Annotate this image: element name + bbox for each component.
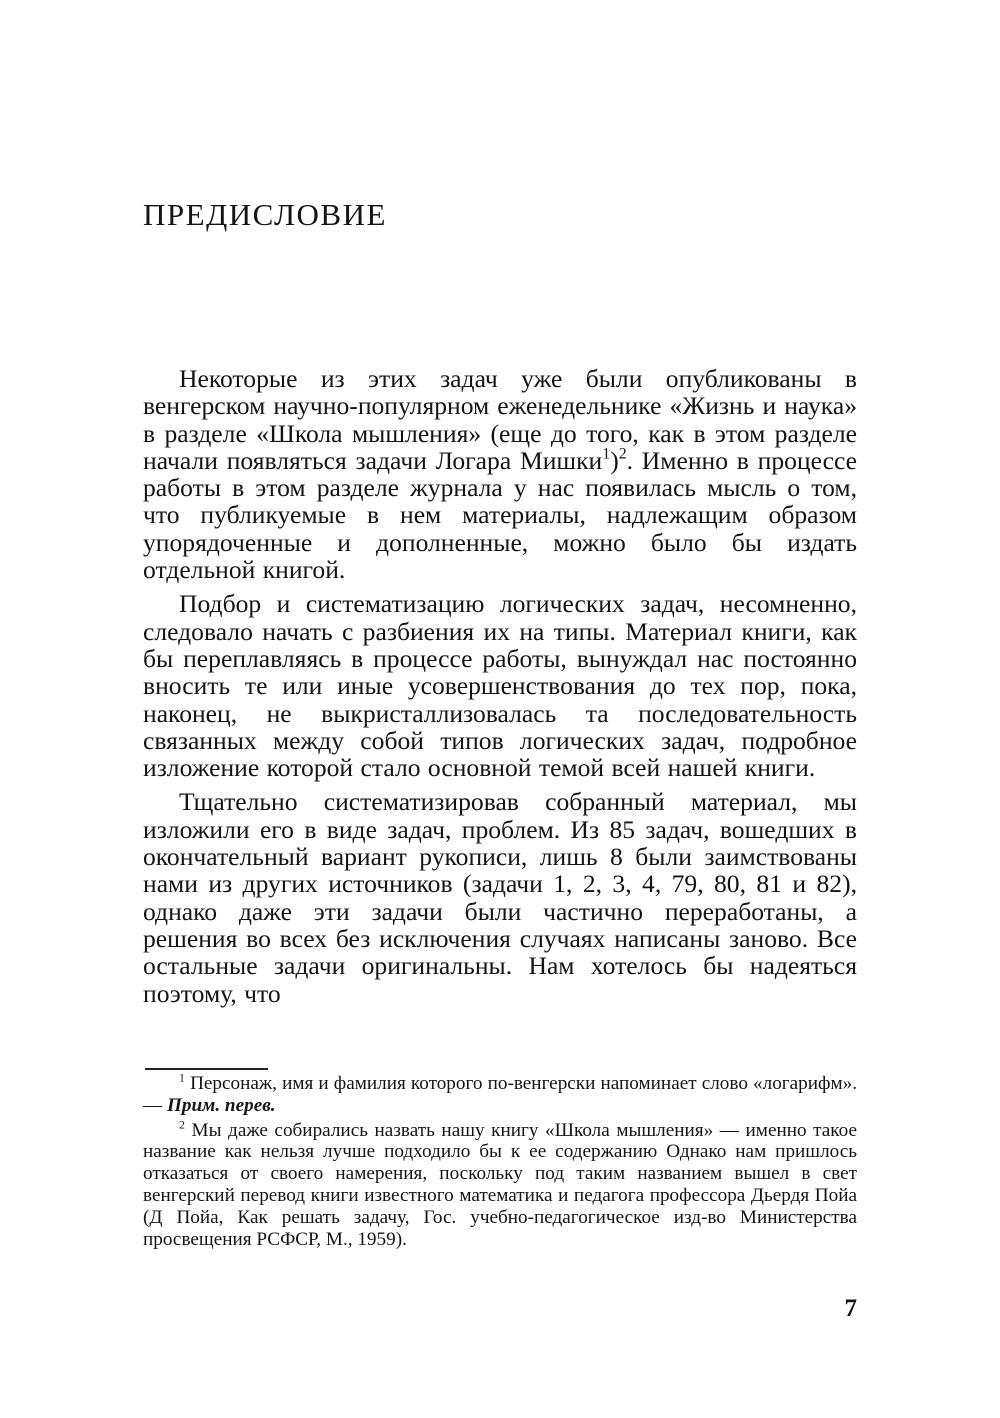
paragraph-1-text: Некоторые из этих задач уже были опубликованы в венгерском научно-популярном еженедельнике «Жизнь и наука» в разделе «Школа мышления» (еще до того, как в этом разделе начали появляться задачи Логара Мишки: [143, 364, 857, 475]
main-text: [143, 365, 857, 1007]
footnote-1-marker: 1: [179, 1070, 185, 1085]
footnote-1-text: Персонаж, имя и фамилия которого по-венгерски напоминает слово «логарифм». —: [143, 1073, 857, 1116]
footnote-ref-2: 2: [618, 445, 627, 463]
paragraph-1: Некоторые из этих задач уже были опубликованы в венгерском научно-популярном еженедельнике «Жизнь и наука» в разделе «Школа мышления» (еще до того, как в этом разделе начали появляться задачи Логара Мишки$^1$)$^2$. Именно в процессе работы в этом разделе журнала у нас появилась мысль о том, что публикуемые в нем материалы, надлежащим образом упорядоченные и дополненные, можно было бы издать отдельной книгой.: [143, 364, 857, 585]
translator-note: Прим. перев.: [166, 1094, 276, 1116]
footnote-divider: [145, 1068, 268, 1070]
footnote-ref-1: 1: [602, 445, 611, 463]
page-title: ПРЕДИСЛОВИЕ: [143, 197, 387, 232]
footnote-2-text: Мы даже собирались назвать нашу книгу «Школа мышления» — именно такое название как нельзя лучше подходило бы к ее содержанию Однако нам пришлось отказаться от своего намерения, поскольку под таким названием вышел в свет венгерский перевод книги известного математика и педагога профессора Дьердя Пойа (Д Пойа, Как решать задачу, Гос. учебно-педагогическое изд-во Министерства просвещения РСФСР, М., 1959).: [143, 1119, 857, 1250]
paragraph-1-continuation: . Именно в процессе работы в этом разделе журнала у нас появилась мысль о том, что публикуемые в нем материалы, надлежащим образом упорядоченные и дополненные, можно было бы издать отдельной книгой.: [143, 445, 857, 585]
footnote-1: [143, 1070, 857, 1117]
page-number: 7: [844, 1295, 857, 1322]
footnote-2-marker: 2: [179, 1116, 185, 1131]
paragraph-2: Подбор и систематизацию логических задач, несомненно, следовало начать с разбиения их на типы. Материал книги, как бы переплавляясь в процессе работы, вынуждал нас постоянно вносить те или иные усовершенствования до тех пор, пока, наконец, не выкристаллизовалась та последовательность связанных между собой типов логических задач, подробное изложение которой стало основной темой всей нашей книги.: [143, 589, 857, 783]
paragraph-3: Тщательно систематизировав собранный материал, мы изложили его в виде задач, проблем. Из 85 задач, вошедших в окончательный вариант рукописи, лишь 8 были заимствованы нами из других источников (задачи 1, 2, 3, 4, 79, 80, 81 и 82), однако даже эти задачи были частично переработаны, а решения во всех без исключения случаях написаны заново. Все остальные задачи оригинальны. Нам хотелось бы надеяться поэтому, что: [143, 787, 857, 1008]
footnotes: [143, 1070, 857, 1253]
footnote-2: [143, 1116, 857, 1251]
